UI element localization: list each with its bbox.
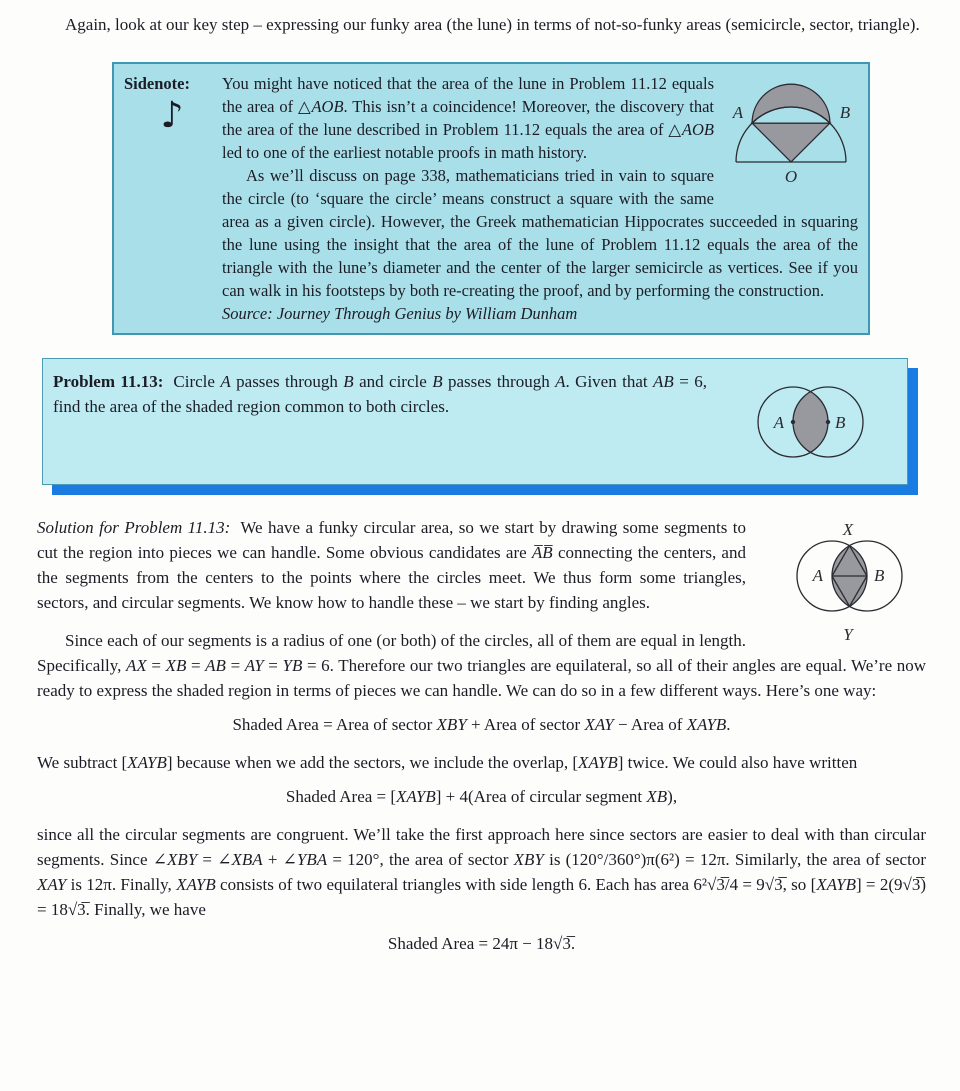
equation-1: Shaded Area = Area of sector XBY + Area of sector XAY − Area of XAYB. <box>232 715 731 734</box>
label-b: B <box>874 566 885 585</box>
label-b: B <box>839 103 851 122</box>
sidenote-box <box>112 62 870 335</box>
solution-circles-figure <box>760 507 940 645</box>
solution-body-1: We have a funky circular area, so we start by drawing some segments to cut the region into pieces we can handle. Some obvious candidates are A̅B̅ connecting the centers, and the segments from the centers to the points where the circles meet. We thus form some triangles, sectors, and circular segments. We know how to handle these – we start by finding angles. <box>37 518 746 612</box>
sidenote-label: Sidenote: <box>124 74 190 93</box>
lune-semicircle-figure <box>726 74 858 188</box>
label-a: A <box>812 566 823 585</box>
problem-text <box>53 366 721 419</box>
problem-label: Problem 11.13: <box>53 372 164 391</box>
sidenote-content <box>222 72 858 325</box>
sidenote-paragraph-1: You might have noticed that the area of the lune in Problem 11.12 equals the area of △AOB. This isn’t a coincidence! Moreover, the discovery that the area of the lune described in Problem 11.12 equals the area of △AOB led to one of the earliest notable proofs in math history. <box>222 74 714 162</box>
problem-box <box>42 358 908 485</box>
label-b: B <box>835 413 846 432</box>
sidenote-label-column <box>122 72 222 325</box>
solution-section <box>37 515 926 644</box>
label-x: X <box>842 520 854 539</box>
solution-paragraph-1 <box>37 515 926 644</box>
problem-statement: Circle A passes through B and circle B passes through A. Given that AB = 6, find the area of the shaded region common to both circles. <box>53 372 707 416</box>
solution-paragraph-2: Since each of our segments is a radius of one (or both) of the circles, all of them are equal in length. Specifically, AX = XB = AB = AY = YB = 6. Therefore our two triangles are equilateral, so all of their angles are equal. We’re now ready to express the shaded region in terms of pieces we can handle. We can do so in a few different ways. Here’s one way: <box>37 631 927 700</box>
music-note-icon: ♪ <box>160 95 184 136</box>
label-a: A <box>732 103 744 122</box>
label-o: O <box>784 167 798 186</box>
sidenote-paragraph-2: As we’ll discuss on page 338, mathematicians tried in vain to square the circle (to ‘square the circle’ means construct a square with the same area as a given circle). However, the Greek mathematician Hippocrates succeeded in squaring the lune using the insight that the area of the lune of Problem 11.12 equals the area of the triangle with the lune’s diameter and the center of the larger semicircle as vertices. See if you can walk in his footsteps by both re-creating the proof, and by performing the construction. <box>222 166 858 300</box>
equation-2: Shaded Area = [XAYB] + 4(Area of circular segment XB), <box>285 787 678 806</box>
sidenote-source: Source: Journey Through Genius by William Dunham <box>222 304 578 323</box>
solution-paragraph-3: We subtract [XAYB] because when we add the sectors, we include the overlap, [XAYB] twice. We could also have written <box>37 753 858 772</box>
solution-paragraph-4: since all the circular segments are congruent. We’ll take the first approach here since sectors are easier to deal with than circular segments. Since ∠XBY = ∠XBA + ∠YBA = 120°, the area of sector XBY is (120°/360°)π(6²) = 12π. Similarly, the area of sector XAY is 12π. Finally, XAYB consists of two equilateral triangles with side length 6. Each has area 6²√3̅/4 = 9√3̅, so [XAYB] = 2(9√3̅) = 18√3̅. Finally, we have <box>37 825 926 919</box>
solution-lead: Solution for Problem 11.13: <box>37 518 231 537</box>
intro-paragraph: Again, look at our key step – expressing our funky area (the lune) in terms of not-so-funky areas (semicircle, sector, triangle). <box>65 15 920 34</box>
label-a: A <box>773 413 784 432</box>
equation-3: Shaded Area = 24π − 18√3̅. <box>387 934 576 953</box>
overlapping-circles-figure <box>721 366 901 478</box>
label-y: Y <box>843 625 853 644</box>
